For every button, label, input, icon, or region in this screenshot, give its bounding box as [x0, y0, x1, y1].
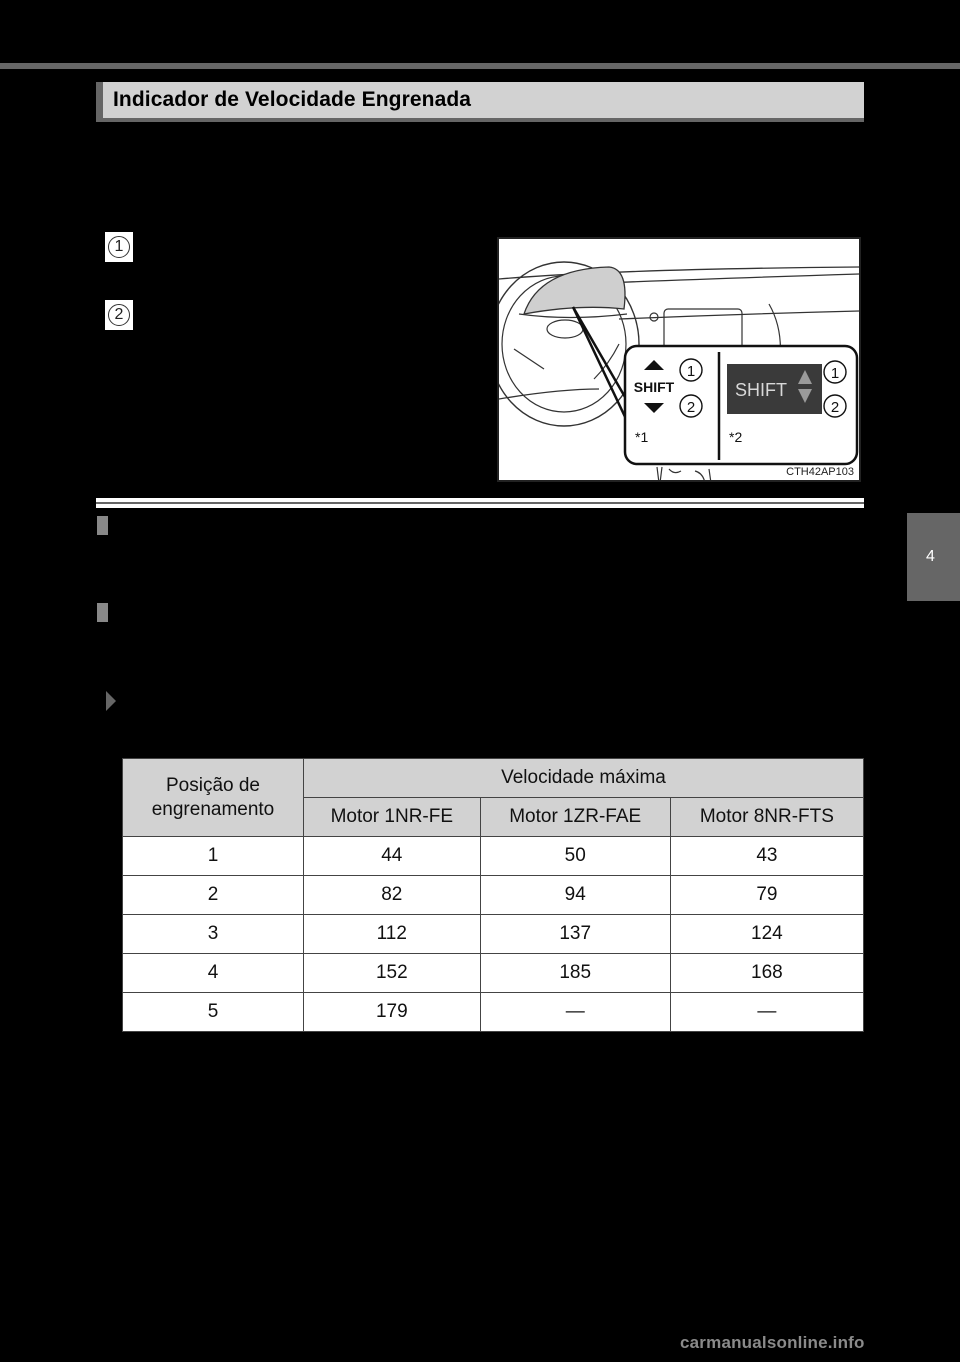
svg-text:1: 1 [686, 363, 696, 380]
section-divider [96, 498, 864, 510]
column-header-engine: Motor 8NR-FTS [670, 798, 863, 837]
watermark-link[interactable]: carmanualsonline.info [680, 1333, 865, 1352]
speed-cell: 112 [304, 915, 481, 954]
top-rule [0, 63, 960, 69]
speed-cell: 79 [670, 876, 863, 915]
arrow-right-icon [106, 691, 116, 711]
speed-cell: 152 [304, 954, 481, 993]
table-row [123, 837, 864, 876]
bullet-square-icon [97, 603, 108, 622]
speed-cell: 179 [304, 993, 481, 1032]
column-header-engine: Motor 1ZR-FAE [480, 798, 670, 837]
speed-cell: 185 [480, 954, 670, 993]
svg-text:2: 2 [830, 399, 840, 416]
dashboard-drawing [499, 239, 861, 482]
gear-cell: 1 [123, 837, 304, 876]
speed-cell: 168 [670, 954, 863, 993]
column-header-engine: Motor 1NR-FE [304, 798, 481, 837]
speed-cell: 44 [304, 837, 481, 876]
table-row [123, 954, 864, 993]
gear-cell: 3 [123, 915, 304, 954]
callout-number: 2 [108, 304, 130, 326]
callout-marker-2 [105, 300, 133, 330]
speed-cell: 50 [480, 837, 670, 876]
shift-label-2: SHIFT [735, 380, 787, 400]
speed-cell: — [480, 993, 670, 1032]
illustration-code: CTH42AP103 [786, 466, 854, 478]
table-row [123, 876, 864, 915]
section-title: Indicador de Velocidade Engrenada [103, 82, 864, 118]
svg-text:2: 2 [686, 399, 696, 416]
speed-cell: 94 [480, 876, 670, 915]
chapter-tab [907, 513, 960, 601]
variant-1-label: *1 [635, 429, 649, 445]
column-header-position: Posição de engrenamento [123, 759, 304, 837]
callout-marker-1 [105, 232, 133, 262]
bullet-square-icon [97, 516, 108, 535]
speed-cell: 43 [670, 837, 863, 876]
shift-label-1: SHIFT [633, 379, 675, 395]
section-header [96, 82, 864, 122]
column-group-header-max-speed: Velocidade máxima [304, 759, 864, 798]
speed-cell: 124 [670, 915, 863, 954]
speed-cell: — [670, 993, 863, 1032]
speed-cell: 82 [304, 876, 481, 915]
table-row [123, 915, 864, 954]
speed-cell: 137 [480, 915, 670, 954]
gear-cell: 5 [123, 993, 304, 1032]
callout-number: 1 [108, 236, 130, 258]
max-speed-table [122, 758, 864, 1032]
gear-cell: 4 [123, 954, 304, 993]
gear-cell: 2 [123, 876, 304, 915]
variant-2-label: *2 [729, 429, 743, 445]
dashboard-illustration [497, 237, 861, 482]
table-row [123, 993, 864, 1032]
svg-text:1: 1 [830, 365, 840, 382]
chapter-number: 4 [926, 548, 935, 565]
